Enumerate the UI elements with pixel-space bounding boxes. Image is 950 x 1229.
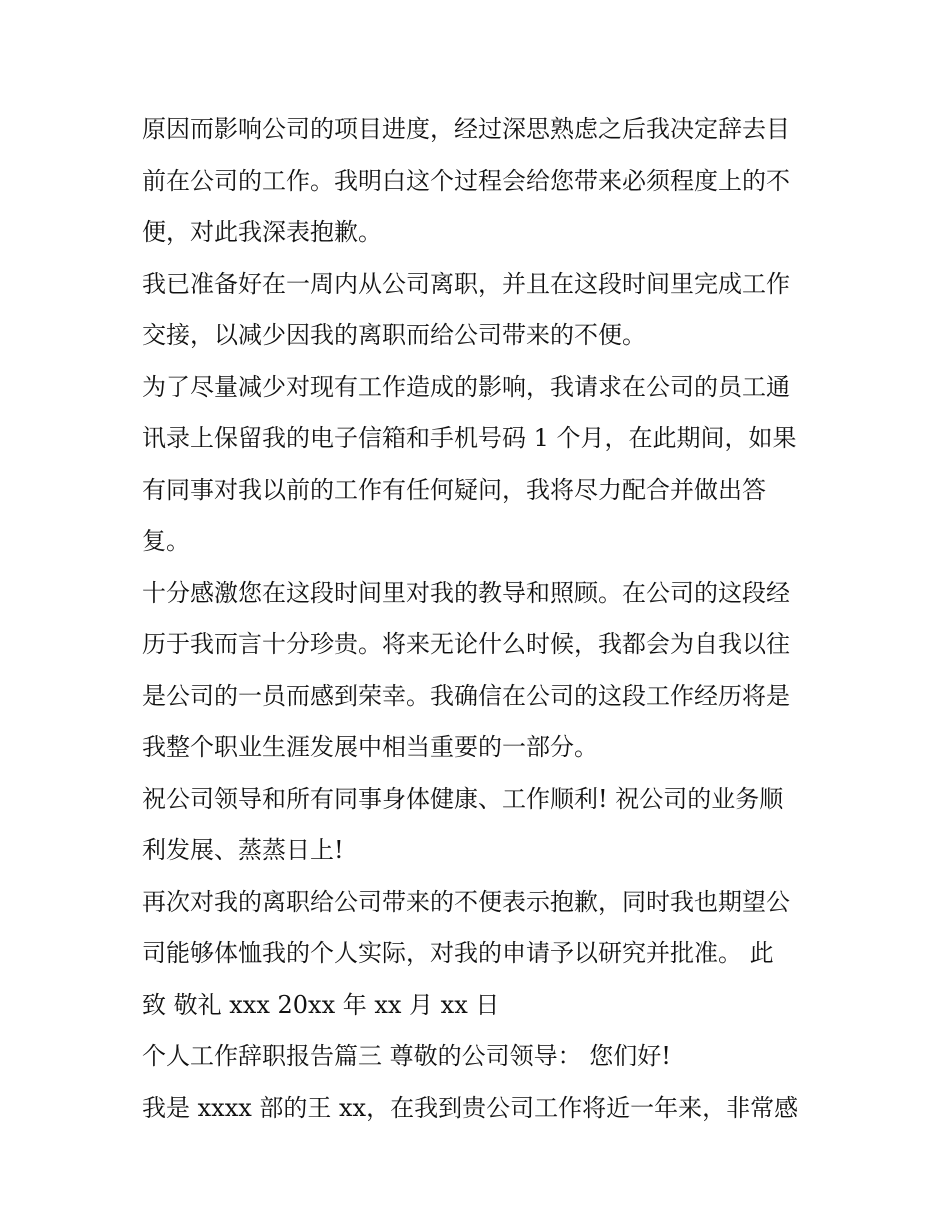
text-line: 再次对我的离职给公司带来的不便表示抱歉，同时我也期望公 [142,887,790,916]
text-line: 我整个职业生涯发展中相当重要的一部分。 [142,733,598,761]
text-line: 十分感激您在这段时间里对我的教导和照顾。在公司的这段经 [142,578,790,607]
text-line: 讯录上保留我的电子信箱和手机号码 1 个月，在此期间，如果 [142,424,797,452]
text-line: 便，对此我深表抱歉。 [142,218,382,246]
text-line: 原因而影响公司的项目进度，经过深思熟虑之后我决定辞去目 [142,115,790,143]
text-line: 我已准备好在一周内从公司离职，并且在这段时间里完成工作 [142,269,790,298]
text-line: 个人工作辞职报告篇三 尊敬的公司领导： 您们好! [142,1042,671,1070]
text-line: 历于我而言十分珍贵。将来无论什么时候，我都会为自我以往 [142,630,790,658]
text-line: 前在公司的工作。我明白这个过程会给您带来必须程度上的不 [142,166,790,195]
text-line: 为了尽量减少对现有工作造成的影响，我请求在公司的员工通 [142,372,790,401]
text-line: 是公司的一员而感到荣幸。我确信在公司的这段工作经历将是 [142,681,790,710]
text-line: 祝公司领导和所有同事身体健康、工作顺利! 祝公司的业务顺 [142,784,784,813]
document-body [142,104,822,1134]
text-line: 我是 xxxx 部的王 xx，在我到贵公司工作将近一年来，非常感 [142,1093,799,1122]
text-line: 利发展、蒸蒸日上! [142,836,344,864]
text-line: 致 敬礼 xxx 20xx 年 xx 月 xx 日 [142,990,500,1019]
text-line: 复。 [142,527,190,555]
text-line: 交接，以减少因我的离职而给公司带来的不便。 [142,321,646,349]
text-line: 司能够体恤我的个人实际，对我的申请予以研究并批准。 此 [142,939,774,967]
text-line: 有同事对我以前的工作有任何疑问，我将尽力配合并做出答 [142,475,766,504]
